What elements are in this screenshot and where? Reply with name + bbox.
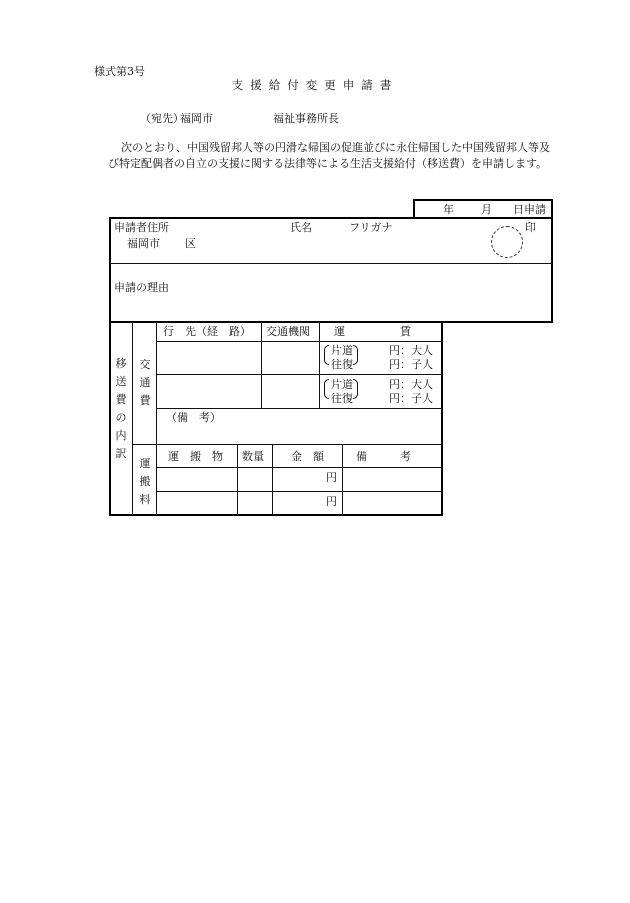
reason-label: 申請の理由 xyxy=(114,281,169,294)
transport-label: 交通費 xyxy=(139,358,151,407)
header-amount: 金 額 xyxy=(291,450,324,463)
header-destination: 行 先（経 路） xyxy=(163,325,251,338)
seal-circle xyxy=(491,226,523,258)
date-year: 年 xyxy=(443,203,454,216)
fare-adult: 円：大人 xyxy=(389,344,433,357)
addressee-office: 福祉事務所長 xyxy=(273,112,339,125)
applicant-city: 福岡市 xyxy=(127,237,160,250)
applicant-name-label: 氏名 xyxy=(290,221,312,234)
header-note: 備 考 xyxy=(356,450,411,463)
fare-one-way: 片道 xyxy=(331,378,353,391)
applicant-address-label: 申請者住所 xyxy=(114,221,169,234)
applicant-ward: 区 xyxy=(185,237,196,250)
header-means: 交通機関 xyxy=(266,325,310,338)
addressee-prefix: （宛先） xyxy=(140,112,184,125)
fare-one-way: 片道 xyxy=(331,344,353,357)
fare-child: 円：子人 xyxy=(389,392,433,405)
breakdown-label: 移送費の内訳 xyxy=(115,357,127,460)
addressee-city: 福岡市 xyxy=(180,112,213,125)
furigana-label: フリガナ xyxy=(349,221,393,234)
page-title: 支援給付変更申請書 xyxy=(231,78,399,92)
date-day: 日申請 xyxy=(513,203,546,216)
header-fare: 運 賃 xyxy=(334,325,411,338)
seal-label: 印 xyxy=(525,221,536,234)
transport-remarks-label: （備 考） xyxy=(166,411,221,424)
form-number: 様式第3号 xyxy=(94,65,145,78)
intro-paragraph: 次のとおり、中国残留邦人等の円滑な帰国の促進並びに永住帰国した中国残留邦人等及び特定配偶者の自立の支援に関する法律等による生活支援給付（移送費）を申請します。 xyxy=(108,141,550,170)
fare-round-trip: 往復 xyxy=(331,392,353,405)
fare-round-trip: 往復 xyxy=(331,358,353,371)
date-month: 月 xyxy=(481,203,492,216)
fare-child: 円：子人 xyxy=(389,358,433,371)
carriage-label: 運搬料 xyxy=(139,457,151,506)
carriage-yen: 円 xyxy=(326,471,337,484)
header-qty: 数量 xyxy=(242,450,264,463)
fare-adult: 円：大人 xyxy=(389,378,433,391)
header-item: 運 搬 物 xyxy=(168,450,223,463)
carriage-yen: 円 xyxy=(326,495,337,508)
